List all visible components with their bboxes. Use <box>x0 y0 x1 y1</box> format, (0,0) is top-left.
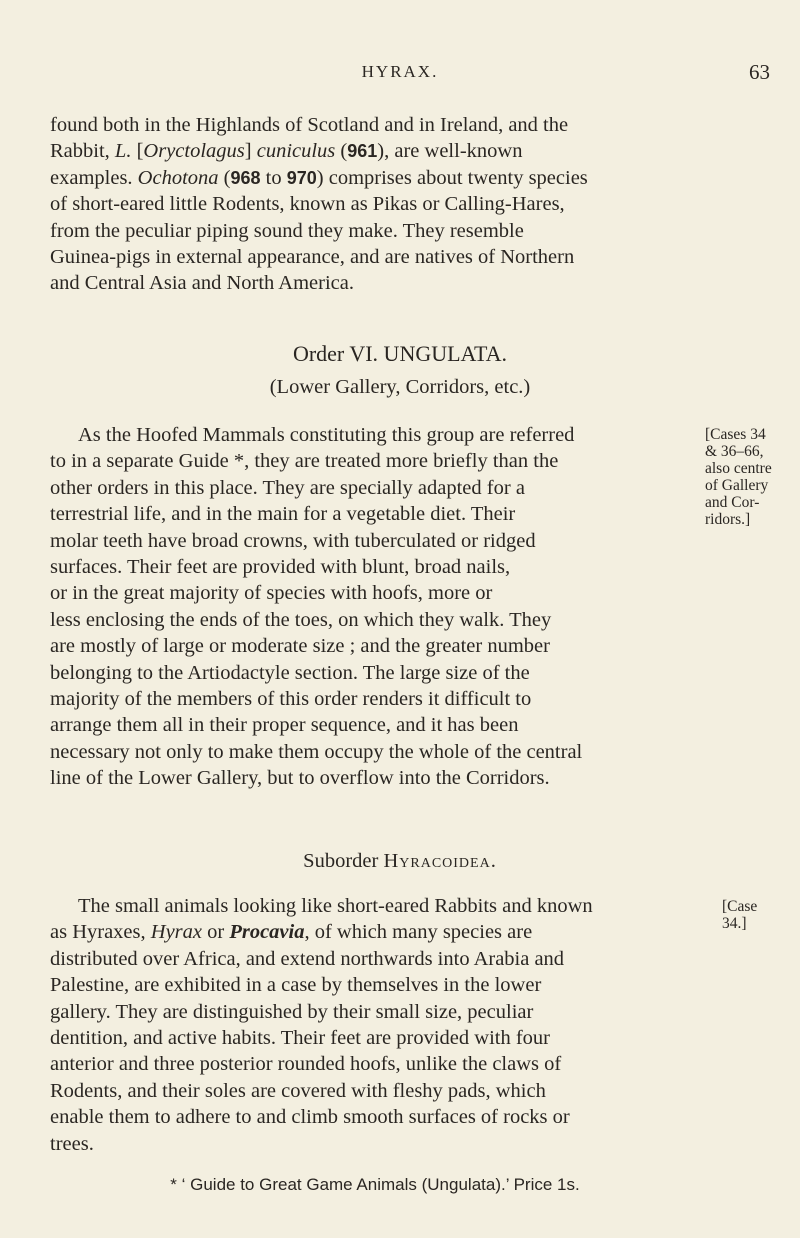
text-line: or in the great majority of species with hoofs, more or <box>50 582 493 605</box>
text-line: Palestine, are exhibited in a case by themselves in the lower <box>50 974 542 997</box>
text-line: majority of the members of this order renders it difficult to <box>50 688 532 711</box>
text-line: other orders in this place. They are specially adapted for a <box>50 476 525 499</box>
text-line: enable them to adhere to and climb smooth surfaces of rocks or <box>50 1106 570 1129</box>
hyrax-paragraph <box>50 893 700 1157</box>
text-line: are mostly of large or moderate size ; and the greater number <box>50 635 550 658</box>
text-line: gallery. They are distinguished by their small size, peculiar <box>50 1000 534 1023</box>
text-line: surfaces. Their feet are provided with blunt, broad nails, <box>50 556 511 579</box>
text-line: less enclosing the ends of the toes, on which they walk. They <box>50 608 552 631</box>
text-line: as Hyraxes, Hyrax or Procavia, of which many species are <box>50 921 533 944</box>
text-line: from the peculiar piping sound they make. They resemble <box>50 219 524 242</box>
text-line: examples. Ochotona (968 to 970) comprises about twenty species <box>50 166 588 189</box>
footnote: * ‘ Guide to Great Game Animals (Ungulata).’ Price 1s. <box>170 1175 580 1194</box>
text-line: found both in the Highlands of Scotland and in Ireland, and the <box>50 114 569 136</box>
text-line: anterior and three posterior rounded hoofs, unlike the claws of <box>50 1053 562 1076</box>
text-line: Rodents, and their soles are covered with fleshy pads, which <box>50 1079 546 1102</box>
text-line: As the Hoofed Mammals constituting this group are referred <box>78 424 575 446</box>
order-location: (Lower Gallery, Corridors, etc.) <box>269 376 531 398</box>
text-line: trees. <box>50 1132 94 1155</box>
side-note-case: [Case 34.] <box>722 898 758 932</box>
text-line: molar teeth have broad crowns, with tuberculated or ridged <box>50 529 536 552</box>
text-line: dentition, and active habits. Their feet are provided with four <box>50 1027 550 1050</box>
text-line: belonging to the Artiodactyle section. The large size of the <box>50 661 530 684</box>
text-line: to in a separate Guide *, they are treated more briefly than the <box>50 450 559 473</box>
text-line: and Central Asia and North America. <box>50 272 354 295</box>
text-line: line of the Lower Gallery, but to overflow into the Corridors. <box>50 767 550 790</box>
text-line: arrange them all in their proper sequence, and it has been <box>50 714 519 737</box>
text-line: necessary not only to make them occupy the whole of the central <box>50 740 583 763</box>
suborder-heading: Suborder Hyracoidea. <box>303 850 497 872</box>
text-line: The small animals looking like short-eared Rabbits and known <box>78 895 593 917</box>
side-note-cases: [Cases 34 & 36–66, also centre of Gallery and Cor- ridors.] <box>705 426 772 528</box>
order-heading: Order VI. UNGULATA. <box>292 341 508 366</box>
text-line: distributed over Africa, and extend northwards into Arabia and <box>50 947 565 970</box>
running-head: HYRAX. <box>361 62 439 81</box>
text-line: of short-eared little Rodents, known as Pikas or Calling-Hares, <box>50 193 565 216</box>
intro-paragraph <box>50 112 700 297</box>
text-line: Guinea-pigs in external appearance, and are natives of Northern <box>50 246 575 269</box>
page-number: 63 <box>749 60 770 84</box>
ungulata-paragraph <box>50 422 700 792</box>
text-line: Rabbit, L. [Oryctolagus] cuniculus (961), are well-known <box>50 140 523 163</box>
text-line: terrestrial life, and in the main for a vegetable diet. Their <box>50 503 516 526</box>
